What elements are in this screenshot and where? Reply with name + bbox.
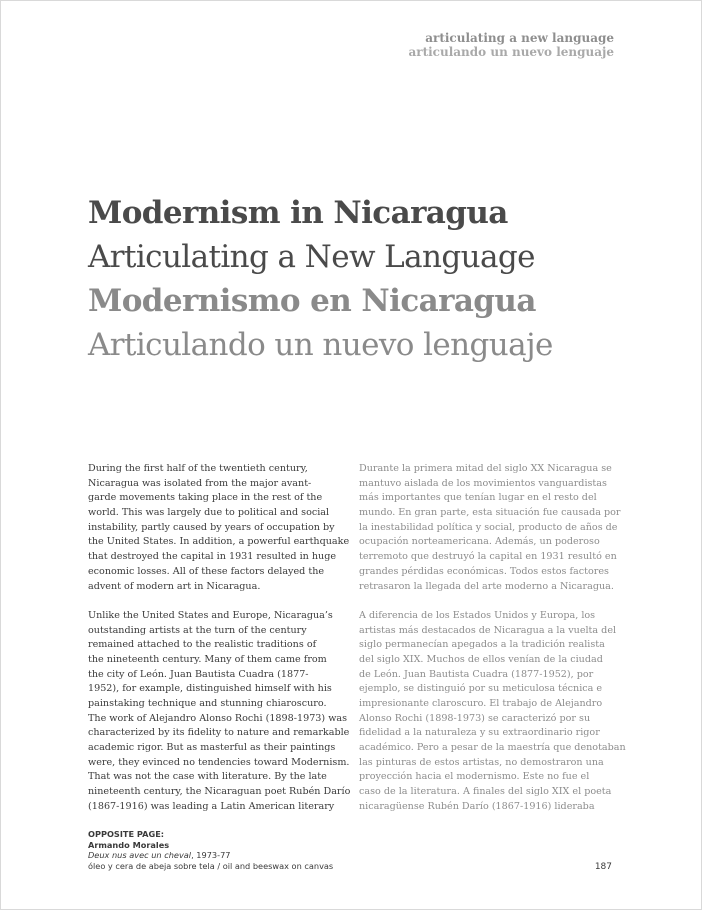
caption-work-date: , 1973-77 <box>191 850 231 861</box>
text-line: 1952), for example, distinguished himself with his <box>88 683 332 695</box>
text-line: the United States. In addition, a powerful earthquake <box>88 536 350 548</box>
text-line: remained attached to the realistic traditions of <box>88 639 317 651</box>
text-line: grandes pérdidas económicas. Todos estos factores <box>359 565 609 577</box>
text-line: artistas más destacados de Nicaragua a la vuelta del <box>359 624 617 636</box>
text-line: más importantes que tenían lugar en el resto del <box>359 492 597 504</box>
text-line: That was not the case with literature. By the late <box>88 771 327 783</box>
text-line: la inestabilidad política y social, producto de años de <box>359 521 618 533</box>
english-paragraph-1 <box>88 462 350 594</box>
text-line: de León. Juan Bautista Cuadra (1877-1952), por <box>359 668 594 680</box>
text-line: Nicaragua was isolated from the major avant- <box>88 477 312 489</box>
text-line: mantuvo aislada de los movimientos vanguardistas <box>359 477 607 489</box>
text-line: retrasaron la llegada del arte moderno a Nicaragua. <box>359 580 614 592</box>
text-line: terremoto que destruyó la capital en 1931 resultó en <box>359 551 617 563</box>
text-line: nicaragüense Rubén Darío (1867-1916) lideraba <box>359 800 595 812</box>
text-line: proyección hacia el modernismo. Este no fue el <box>359 771 590 783</box>
text-line: académico. Pero a pesar de la maestría que denotaban <box>359 742 626 754</box>
text-line: caso de la literatura. A finales del siglo XIX el poeta <box>359 786 612 798</box>
subtitle-english: Articulating a New Language <box>88 239 535 275</box>
title-spanish: Modernismo en Nicaragua <box>88 283 536 319</box>
text-line: that destroyed the capital in 1931 resulted in huge <box>88 551 337 563</box>
title-block <box>88 191 648 367</box>
text-line: las pinturas de estos artistas, no demostraron una <box>359 756 604 768</box>
caption-medium: óleo y cera de abeja sobre tela / oil and beeswax on canvas <box>88 861 334 872</box>
text-line: were, they evinced no tendencies toward Modernism. <box>88 756 350 768</box>
text-line: outstanding artists at the turn of the century <box>88 624 307 636</box>
text-line: characterized by its fidelity to nature and remarkable <box>88 727 350 739</box>
text-line: A diferencia de los Estados Unidos y Europa, los <box>359 609 596 621</box>
spanish-paragraph-1 <box>359 462 621 594</box>
text-line: advent of modern art in Nicaragua. <box>88 580 261 592</box>
caption-work-line <box>88 850 508 861</box>
caption-label: OPPOSITE PAGE: <box>88 829 165 839</box>
subtitle-spanish: Articulando un nuevo lenguaje <box>88 327 553 363</box>
running-head <box>408 31 614 59</box>
text-line: the city of León. Juan Bautista Cuadra (1877- <box>88 668 309 680</box>
text-line: mundo. En gran parte, esta situación fue causada por <box>359 507 621 519</box>
text-line: instability, partly caused by years of occupation by <box>88 521 335 533</box>
english-paragraph-2 <box>88 609 351 815</box>
caption-artist: Armando Morales <box>88 839 170 850</box>
text-line: Unlike the United States and Europe, Nicaragua’s <box>88 609 333 621</box>
title-english: Modernism in Nicaragua <box>88 195 508 231</box>
page-number: 187 <box>594 862 612 872</box>
text-line: nineteenth century, the Nicaraguan poet Rubén Darío <box>88 786 351 798</box>
spanish-column <box>359 462 626 815</box>
text-line: world. This was largely due to political and social <box>88 507 330 519</box>
running-head-english: articulating a new language <box>425 31 614 45</box>
text-line: (1867-1916) was leading a Latin American literary <box>88 800 335 812</box>
text-line: ejemplo, se distinguió por su meticulosa técnica e <box>359 683 603 695</box>
text-line: Durante la primera mitad del siglo XX Nicaragua se <box>359 463 612 474</box>
text-line: Alonso Rochi (1898-1973) se caracterizó por su <box>359 712 591 724</box>
text-line: academic rigor. But as masterful as their paintings <box>88 742 336 754</box>
paragraph-gap <box>88 594 346 609</box>
caption-work-title: Deux nus avec un cheval <box>88 850 192 861</box>
english-column <box>88 462 351 815</box>
text-line: painstaking technique and stunning chiaroscuro. <box>88 698 327 709</box>
text-line: the nineteenth century. Many of them came from <box>88 653 327 665</box>
text-line: fidelidad a la naturaleza y su extraordinario rigor <box>359 727 600 739</box>
text-line: del siglo XIX. Muchos de ellos venían de la ciudad <box>359 653 603 665</box>
text-line: During the first half of the twentieth century, <box>88 463 308 474</box>
paragraph-gap <box>359 594 621 609</box>
text-line: impresionante claroscuro. El trabajo de Alejandro <box>359 698 603 709</box>
spanish-paragraph-2 <box>359 609 626 815</box>
running-head-spanish: articulando un nuevo lenguaje <box>408 45 614 59</box>
text-line: garde movements taking place in the rest of the <box>88 492 323 504</box>
text-line: ocupación norteamericana. Además, un poderoso <box>359 536 600 548</box>
text-line: siglo permanecían apegados a la tradición realista <box>359 639 605 651</box>
image-caption <box>88 829 508 872</box>
text-line: The work of Alejandro Alonso Rochi (1898-1973) was <box>88 712 348 724</box>
text-line: economic losses. All of these factors delayed the <box>88 565 325 577</box>
